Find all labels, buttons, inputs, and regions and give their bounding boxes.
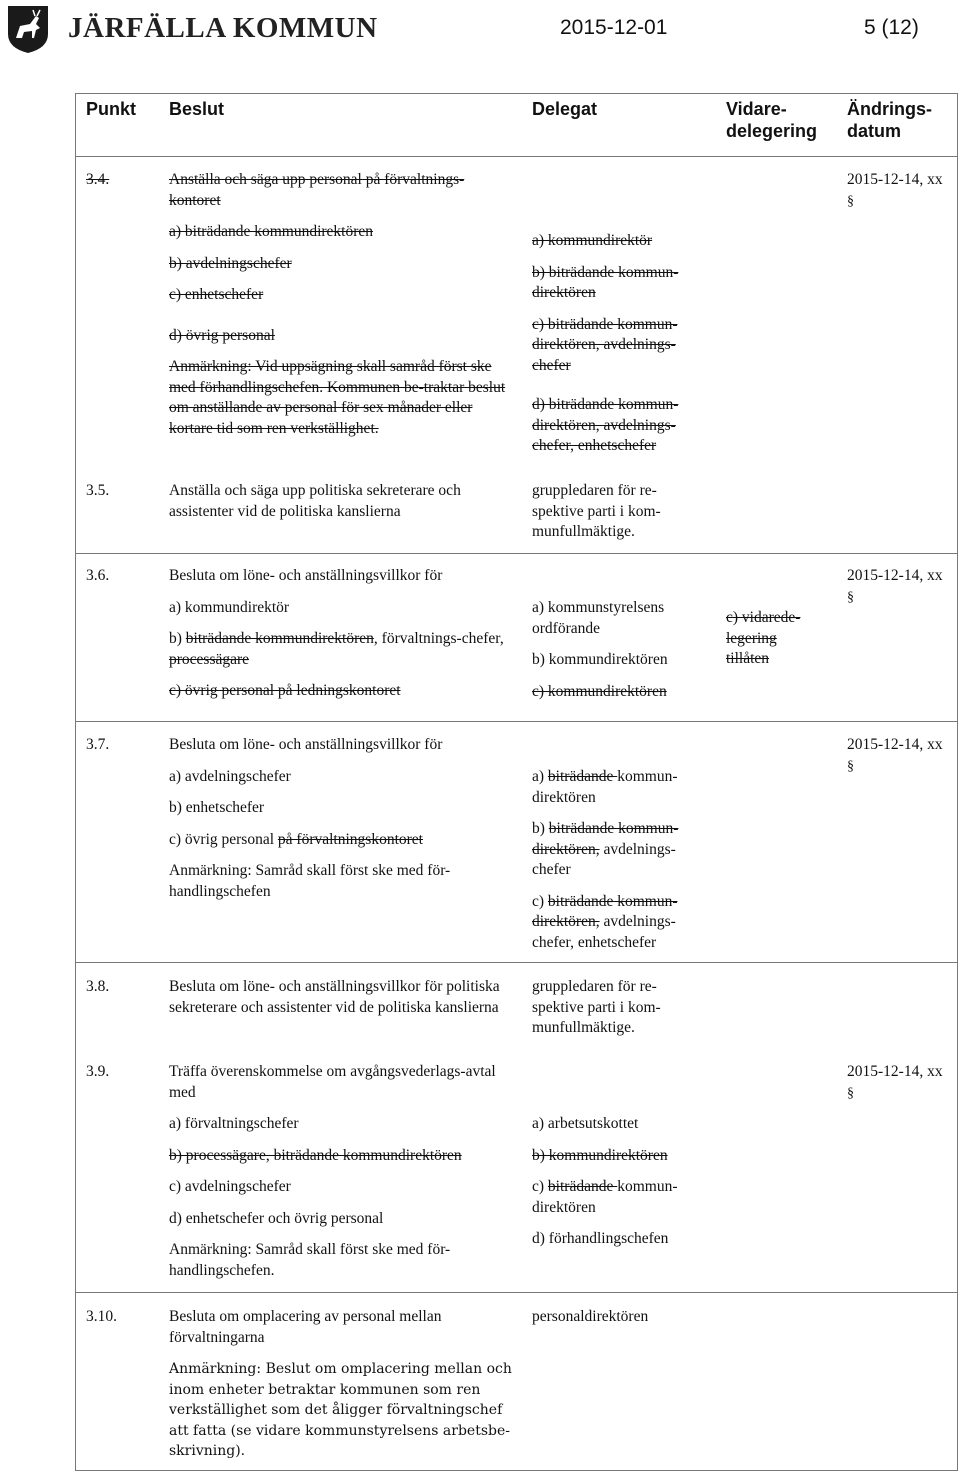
row-divider xyxy=(76,1292,957,1293)
row-punkt: 3.10. xyxy=(86,1308,117,1325)
row-datum: 2015-12-14, xx § xyxy=(847,736,943,774)
row-delegat: personaldirektören xyxy=(532,1308,649,1325)
col-delegat: Delegat xyxy=(532,99,598,119)
page-header xyxy=(0,0,960,60)
row-datum: 2015-12-14, xx § xyxy=(847,171,943,209)
org-name: JÄRFÄLLA KOMMUN xyxy=(68,12,378,44)
col-punkt: Punkt xyxy=(86,99,137,119)
row-delegat: a) kommunstyrelsens ordförande b) kommundirektören c) kommundirektören xyxy=(532,599,668,700)
row-delegat: a) biträdande kommun-direktören b) biträdande kommun-direktören, avdelnings-chefer c) biträdande kommun-direktören, avdelnings-chefer, enhetschefer xyxy=(532,768,679,951)
delegation-table xyxy=(75,93,958,1471)
row-delegat: a) kommundirektör b) biträdande kommun-direktören c) biträdande kommun-direktören, avdelnings-chefer d) biträdande kommun-direktören, avdelnings-chefer, enhetschefer xyxy=(532,232,679,454)
table-header xyxy=(76,94,957,157)
col-vidaredelegering: Vidare- delegering xyxy=(726,99,818,141)
row-beslut: Besluta om löne- och anställningsvillkor för a) avdelningschefer b) enhetschefer c) övrig personal på förvaltningskontoret Anmärkning: Samråd skall först ske med för-handlingschefen xyxy=(169,736,451,900)
row-punkt: 3.9. xyxy=(86,1063,110,1080)
row-punkt: 3.5. xyxy=(86,482,110,499)
row-divider xyxy=(76,553,957,554)
row-delegat: gruppledaren för re-spektive parti i kom-munfullmäktige. xyxy=(532,978,661,1036)
col-beslut: Beslut xyxy=(169,99,225,119)
row-beslut: Besluta om omplacering av personal mellan förvaltningarna Anmärkning: Beslut om omplacering mellan och inom enheter betraktar kommunen som ren verkställighet som det åligger förvaltningschef att fatta (se vidare kommunstyrelsens arbetsbe-skrivning). xyxy=(169,1308,512,1459)
row-divider xyxy=(76,962,957,963)
row-vidaredelegering: c) vidarede-legering tillåten xyxy=(726,609,801,667)
row-datum: 2015-12-14, xx § xyxy=(847,567,943,605)
row-divider xyxy=(76,721,957,722)
row-beslut: Anställa och säga upp personal på förvaltnings-kontoret a) biträdande kommundirektören b) avdelningschefer c) enhetschefer d) övrig personal Anmärkning: Vid uppsägning skall samråd först ske med förhandlingschefen. Kommunen be-traktar beslut om anställande av personal för sex månader eller kortare tid som ren verkställighet. xyxy=(169,171,506,437)
col-andringsdatum: Ändrings- datum xyxy=(847,99,932,141)
row-delegat: a) arbetsutskottet b) kommundirektören c) biträdande kommun-direktören d) förhandlingschefen xyxy=(532,1115,678,1247)
municipality-crest-icon xyxy=(6,4,50,54)
row-punkt: 3.6. xyxy=(86,567,110,584)
row-beslut: Besluta om löne- och anställningsvillkor för a) kommundirektör b) biträdande kommundirektören, förvaltnings-chefer, processägare c) övrig personal på ledningskontoret xyxy=(169,567,504,699)
row-punkt: 3.7. xyxy=(86,736,110,753)
document-date: 2015-12-01 xyxy=(560,16,668,39)
row-punkt: 3.8. xyxy=(86,978,110,995)
row-beslut: Anställa och säga upp politiska sekreterare och assistenter vid de politiska kanslierna xyxy=(169,482,461,520)
page-number: 5 (12) xyxy=(864,16,919,39)
row-datum: 2015-12-14, xx § xyxy=(847,1063,943,1101)
row-beslut: Besluta om löne- och anställningsvillkor för politiska sekreterare och assistenter vid de politiska kanslierna xyxy=(169,978,500,1016)
row-punkt: 3.4. xyxy=(86,171,110,188)
row-delegat: gruppledaren för re-spektive parti i kom-munfullmäktige. xyxy=(532,482,661,540)
row-beslut: Träffa överenskommelse om avgångsvederlags-avtal med a) förvaltningschefer b) processägare, biträdande kommundirektören c) avdelningschefer d) enhetschefer och övrig personal Anmärkning: Samråd skall först ske med för-handlingschefen. xyxy=(169,1063,496,1279)
